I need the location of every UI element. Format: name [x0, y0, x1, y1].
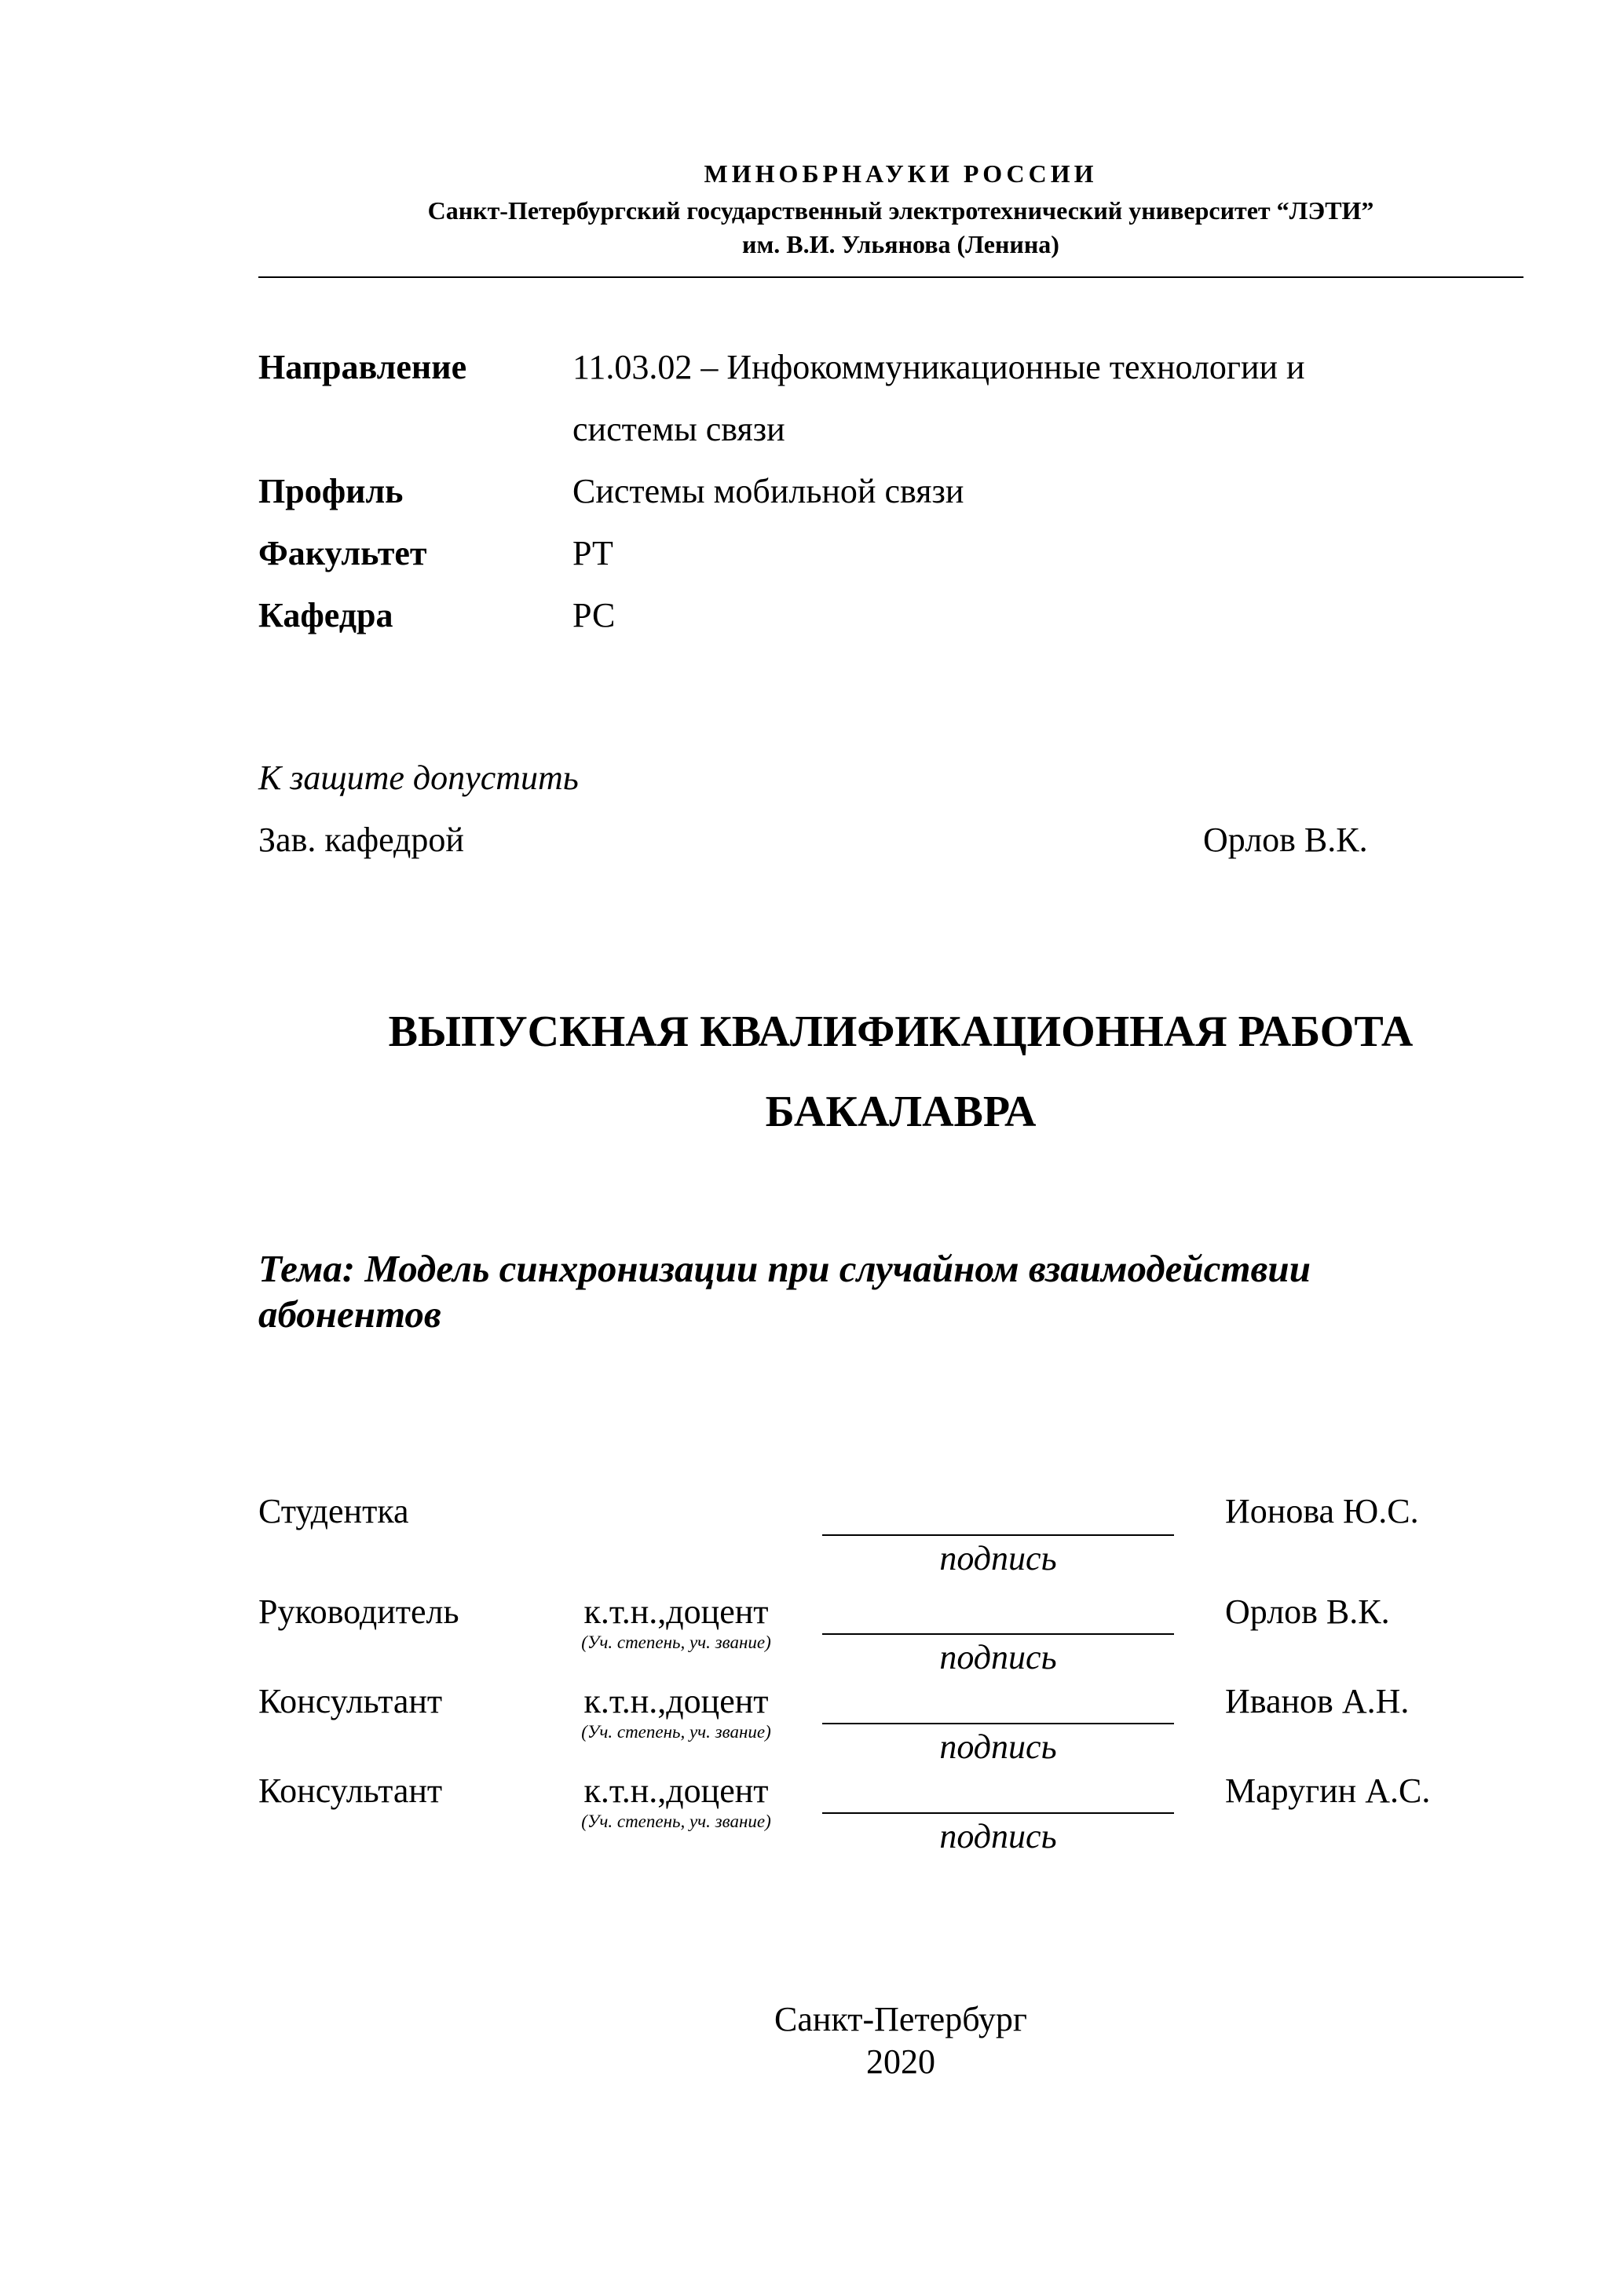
signature-line	[822, 1723, 1174, 1724]
info-value-profile: Системы мобильной связи	[572, 472, 964, 510]
approval-caption: К защите допустить	[258, 759, 579, 797]
signature-role: Студентка	[258, 1492, 409, 1530]
signature-line	[822, 1812, 1174, 1814]
signature-line	[822, 1633, 1174, 1635]
info-value-direction: 11.03.02 – Инфокоммуникационные технологии и	[572, 348, 1305, 386]
info-label-faculty: Факультет	[258, 534, 427, 572]
university-named-after: им. В.И. Ульянова (Ленина)	[742, 230, 1059, 258]
document-title-line2: БАКАЛАВРА	[765, 1088, 1037, 1136]
ministry-heading: МИНОБРНАУКИ РОССИИ	[704, 159, 1098, 188]
signature-role: Консультант	[258, 1771, 443, 1810]
approval-name: Орлов В.К.	[1203, 821, 1368, 859]
signature-caption: подпись	[939, 1638, 1057, 1676]
signature-degree-hint: (Уч. степень, уч. звание)	[581, 1632, 771, 1652]
footer-year: 2020	[866, 2042, 935, 2081]
info-value-faculty: РТ	[572, 534, 613, 572]
signature-caption: подпись	[939, 1727, 1057, 1766]
signature-degree: к.т.н.,доцент	[583, 1592, 769, 1631]
signature-degree: к.т.н.,доцент	[583, 1771, 769, 1810]
info-value-direction-cont: системы связи	[572, 410, 785, 448]
info-label-profile: Профиль	[258, 472, 404, 510]
signature-name: Маругин А.С.	[1225, 1771, 1431, 1810]
signature-degree-hint: (Уч. степень, уч. звание)	[581, 1812, 771, 1831]
signature-degree-hint: (Уч. степень, уч. звание)	[581, 1722, 771, 1742]
document-title-line1: ВЫПУСКНАЯ КВАЛИФИКАЦИОННАЯ РАБОТА	[388, 1007, 1414, 1056]
approval-role: Зав. кафедрой	[258, 821, 464, 859]
info-label-department: Кафедра	[258, 596, 393, 634]
info-label-direction: Направление	[258, 348, 467, 386]
signature-degree: к.т.н.,доцент	[583, 1682, 769, 1720]
footer-city: Санкт-Петербург	[774, 2000, 1027, 2038]
signature-caption: подпись	[939, 1817, 1057, 1855]
signature-role: Консультант	[258, 1682, 443, 1720]
header-divider	[258, 276, 1523, 278]
topic-line2: абонентов	[258, 1292, 441, 1336]
university-name: Санкт-Петербургский государственный электротехнический университет “ЛЭТИ”	[427, 196, 1374, 225]
signature-name: Орлов В.К.	[1225, 1592, 1390, 1631]
signature-name: Иванов А.Н.	[1225, 1682, 1410, 1720]
signature-role: Руководитель	[258, 1592, 459, 1631]
info-value-department: РС	[572, 596, 616, 634]
signature-name: Ионова Ю.С.	[1225, 1492, 1419, 1530]
topic-line1: Тема: Модель синхронизации при случайном взаимодействии	[258, 1247, 1311, 1290]
signature-line	[822, 1534, 1174, 1536]
signature-caption: подпись	[939, 1539, 1057, 1578]
